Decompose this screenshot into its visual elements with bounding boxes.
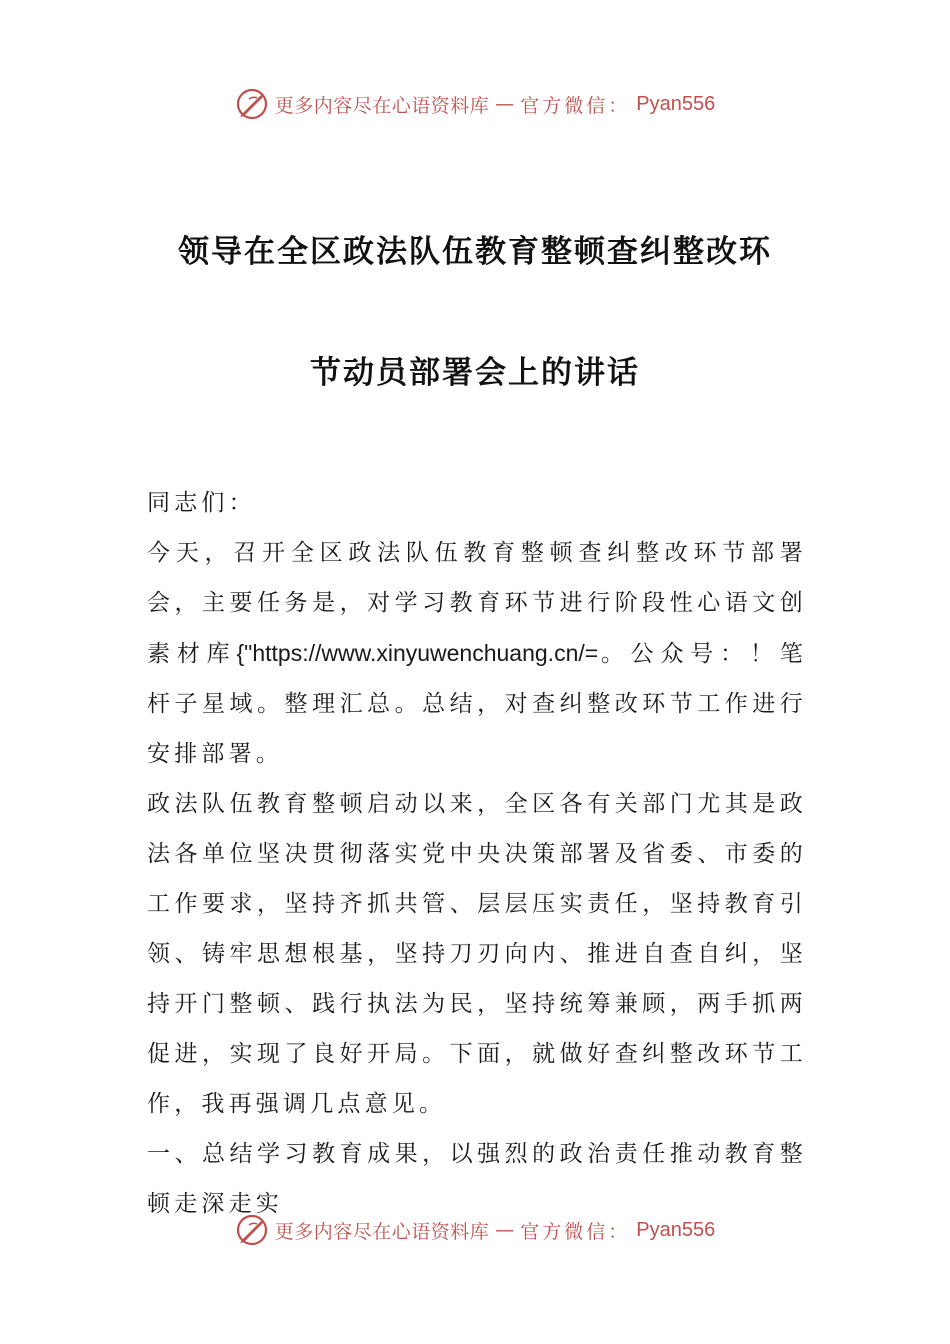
watermark-banner-top: [0, 84, 950, 124]
paragraph-opening-tail: 。公众号：！笔杆子星域。整理汇总。总结，对查纠整改环节工作进行安排部署。: [147, 641, 807, 767]
paragraph-opening: [147, 528, 807, 779]
document-title-line-1: 领导在全区政法队伍教育整顿查纠整改环: [178, 234, 772, 270]
watermark-separator: —: [495, 1219, 515, 1241]
document-title-line-2: 节动员部署会上的讲话: [310, 355, 640, 391]
paragraph-summary: 政法队伍教育整顿启动以来，全区各有关部门尤其是政法各单位坚决贯彻落实党中央决策部署及省委、市委的工作要求，坚持齐抓共管、层层压实责任，坚持教育引领、铸牢思想根基，坚持刀刃向内、推进自查自纠，坚持开门整顿、践行执法为民，坚持统筹兼顾，两手抓两促进，实现了良好开局。下面，就做好查纠整改环节工作，我再强调几点意见。: [147, 791, 807, 1117]
watermark-banner-bottom: [0, 1210, 950, 1250]
watermark-wechat-id: Pyan556: [636, 1218, 716, 1241]
section-heading-1: 一、总结学习教育成果，以强烈的政治责任推动教育整顿走深走实: [147, 1141, 807, 1217]
greeting: 同志们：: [147, 490, 256, 516]
source-url-text: {"https://www.xinyuwenchuang.cn/=: [236, 640, 599, 666]
watermark-wechat-id: Pyan556: [636, 92, 716, 115]
watermark-separator: —: [495, 93, 515, 115]
quill-logo-icon: [235, 87, 269, 121]
watermark-text: 更多内容尽在心语资料库: [274, 94, 490, 117]
watermark-wechat-label: 官方微信：: [520, 1220, 631, 1243]
quill-logo-icon: [235, 1213, 269, 1247]
document-body: [147, 478, 807, 1229]
paragraph-opening-text: 今天，召开全区政法队伍教育整顿查纠整改环节部署会，主要任务是，对学习教育环节进行阶段性心语文创素材库: [147, 540, 807, 667]
watermark-wechat-label: 官方微信：: [520, 94, 631, 117]
watermark-text: 更多内容尽在心语资料库: [274, 1220, 490, 1243]
